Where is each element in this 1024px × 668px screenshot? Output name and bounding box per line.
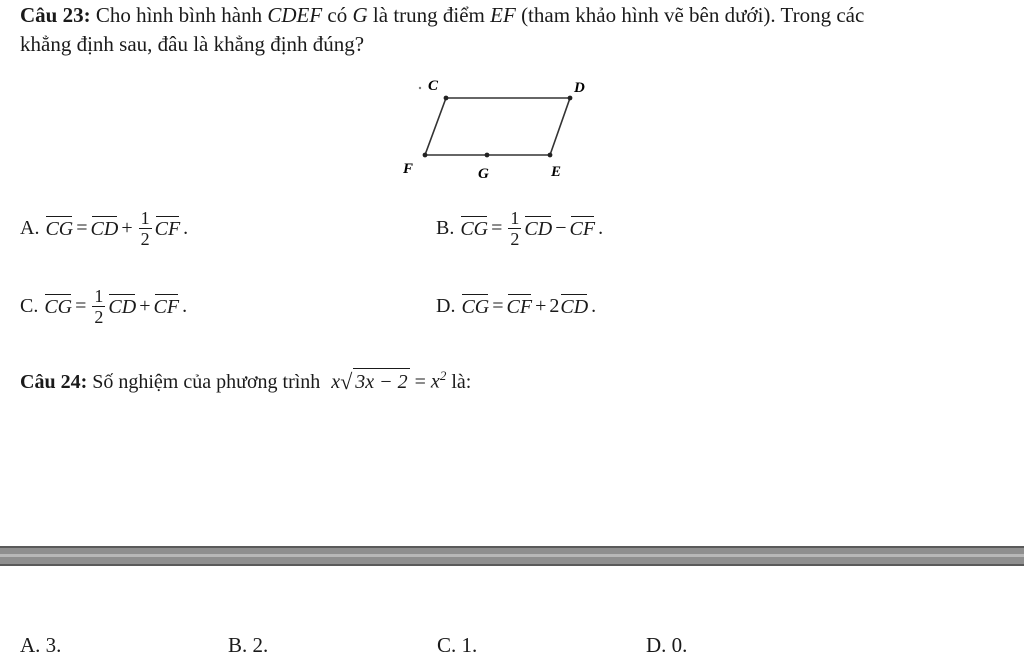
option-b-letter: B. xyxy=(436,216,455,239)
vec-cg: CG xyxy=(460,215,488,241)
label-g: G xyxy=(478,166,489,182)
label-e: E xyxy=(551,164,562,180)
label-f: F xyxy=(403,161,414,177)
op-eq: = xyxy=(75,294,87,317)
vec-cg: CG xyxy=(45,215,73,241)
q23-line-2: khẳng định sau, đâu là khẳng định đúng? xyxy=(20,32,365,56)
option-d-letter: D. xyxy=(436,294,456,317)
op-eq: = xyxy=(76,216,88,239)
q24-label: Câu 24: xyxy=(20,370,88,393)
op-plus: + xyxy=(535,294,547,317)
vec-cd: CD xyxy=(560,293,588,319)
q23-text-a: Cho hình bình hành xyxy=(90,3,268,27)
q23-option-b[interactable] xyxy=(436,198,603,258)
stray-dot xyxy=(419,87,421,89)
point-f xyxy=(423,153,428,158)
rhs-base: x xyxy=(430,370,440,393)
page-divider xyxy=(0,546,1024,566)
vec-cf: CF xyxy=(155,215,181,241)
vec-cd: CD xyxy=(524,215,552,241)
q23-g: G xyxy=(352,3,368,27)
q24-x: x xyxy=(331,370,341,393)
q23-text-d: (tham khảo hình vẽ bên dưới). Trong các xyxy=(515,3,865,27)
op-eq: = xyxy=(491,216,503,239)
sqrt-icon: √ xyxy=(340,368,353,394)
point-d xyxy=(568,96,573,101)
frac-num: 1 xyxy=(510,207,520,228)
radicand: 3x − 2 xyxy=(353,368,409,395)
vec-cg: CG xyxy=(44,293,72,319)
op-eq: = xyxy=(492,294,504,317)
op-plus: + xyxy=(121,216,133,239)
period: . xyxy=(182,294,188,317)
parallelogram-cdef xyxy=(425,98,570,155)
option-c-letter: C. xyxy=(20,294,39,317)
q23-option-d[interactable] xyxy=(436,276,596,336)
label-c: C xyxy=(428,78,439,94)
q24-rhs xyxy=(431,363,446,395)
frac-num: 1 xyxy=(94,285,104,306)
q24-answer-c[interactable]: C. 1. xyxy=(437,633,478,657)
vec-cd: CD xyxy=(108,293,136,319)
period: . xyxy=(598,216,604,239)
option-a-letter: A. xyxy=(20,216,40,239)
q23-line-1 xyxy=(20,2,864,28)
rhs-exponent: 2 xyxy=(439,368,447,383)
q24-eq: = xyxy=(409,370,431,393)
period: . xyxy=(591,294,597,317)
parallelogram-figure xyxy=(388,66,618,186)
q23-cdef: CDEF xyxy=(267,3,323,27)
vec-cf: CF xyxy=(507,293,533,319)
vec-cf: CF xyxy=(570,215,596,241)
frac-den: 2 xyxy=(140,228,150,249)
frac-den: 2 xyxy=(510,228,520,249)
q23-text-b: có xyxy=(322,3,353,27)
point-g xyxy=(485,153,490,158)
frac-num: 1 xyxy=(140,207,150,228)
q24-tail: là: xyxy=(446,370,472,393)
coefficient: 2 xyxy=(549,294,560,317)
point-c xyxy=(444,96,449,101)
q24-answer-b[interactable]: B. 2. xyxy=(228,633,269,657)
op-minus: − xyxy=(555,216,567,239)
fraction-half xyxy=(508,208,521,249)
q23-option-c[interactable] xyxy=(20,276,187,336)
vec-cf: CF xyxy=(154,293,180,319)
q24-answer-a[interactable]: A. 3. xyxy=(20,633,62,657)
fraction-half xyxy=(139,208,152,249)
fraction-half xyxy=(92,286,105,327)
vec-cd: CD xyxy=(91,215,119,241)
point-e xyxy=(548,153,553,158)
q24-text: Số nghiệm của phương trình xyxy=(87,370,326,393)
q23-option-a[interactable] xyxy=(20,198,188,258)
frac-den: 2 xyxy=(94,306,104,327)
sqrt-expression xyxy=(340,368,409,395)
q23-label: Câu 23: xyxy=(20,3,91,27)
q24-line xyxy=(20,363,471,395)
vec-cg: CG xyxy=(461,293,489,319)
q23-text-c: là trung điểm xyxy=(367,3,491,27)
q24-answer-d[interactable]: D. 0. xyxy=(646,633,688,657)
label-d: D xyxy=(574,80,585,96)
period: . xyxy=(183,216,189,239)
op-plus: + xyxy=(139,294,151,317)
q23-ef: EF xyxy=(490,3,516,27)
